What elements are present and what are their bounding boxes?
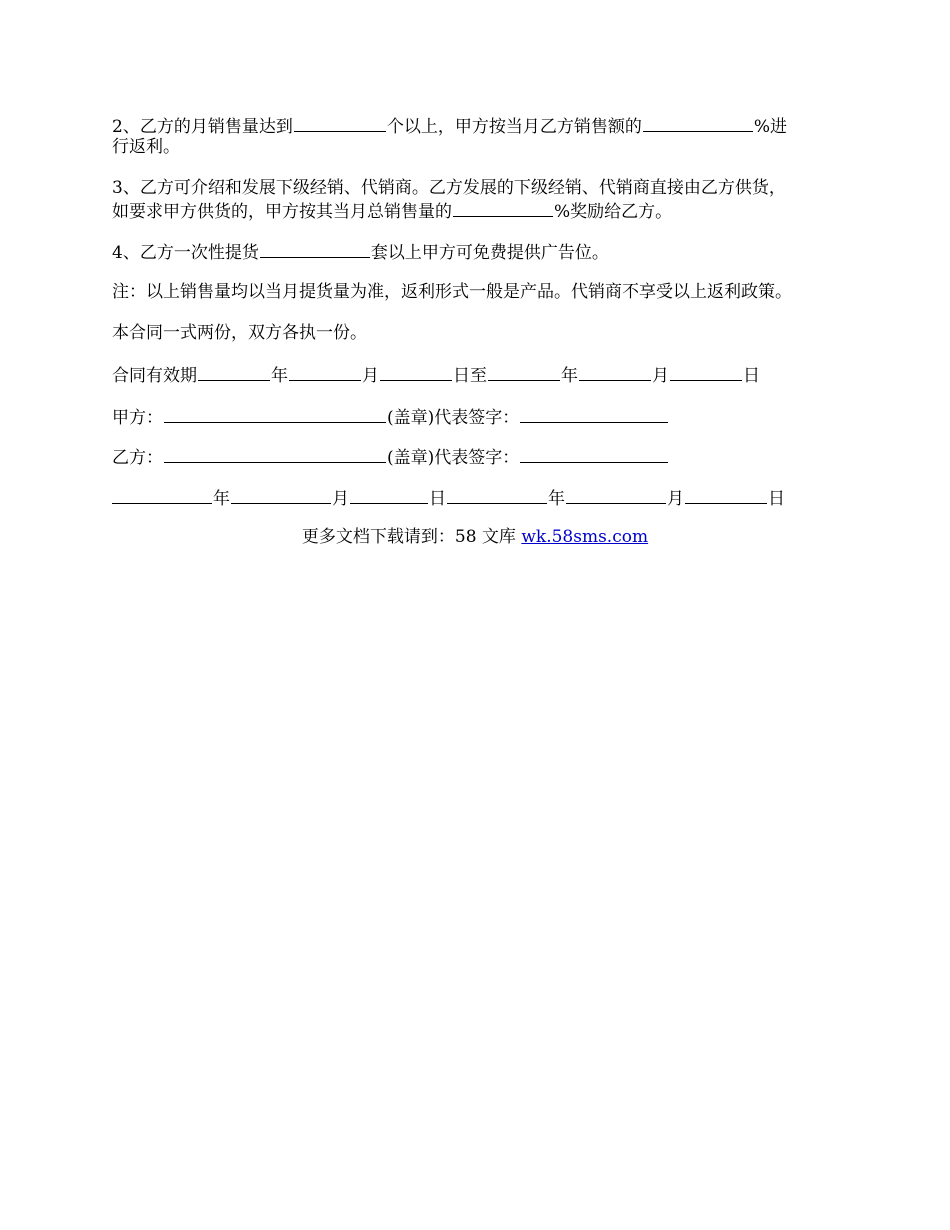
blank-b-month[interactable] xyxy=(566,486,666,504)
month-label: 月 xyxy=(652,366,669,386)
clause-3-line-1 xyxy=(112,177,786,199)
day-label: 日 xyxy=(768,489,785,509)
validity-label: 合同有效期 xyxy=(112,366,197,386)
clause-4-text-b: 套以上甲方可免费提供广告位。 xyxy=(370,243,609,263)
day-label: 日 xyxy=(429,489,446,509)
month-label: 月 xyxy=(667,489,684,509)
footer xyxy=(0,526,950,548)
party-a-line xyxy=(112,405,669,429)
blank-b-day[interactable] xyxy=(685,486,767,504)
year-label: 年 xyxy=(548,489,565,509)
blank-order-sets[interactable] xyxy=(260,240,370,258)
blank-start-month[interactable] xyxy=(289,363,361,381)
blank-b-year[interactable] xyxy=(447,486,547,504)
clause-2-text-b: 个以上，甲方按当月乙方销售额的 xyxy=(386,117,642,137)
clause-3-line-2 xyxy=(112,199,672,223)
party-b-line xyxy=(112,445,669,469)
clause-4 xyxy=(112,240,609,264)
blank-a-year[interactable] xyxy=(112,486,212,504)
blank-reward-percent[interactable] xyxy=(453,199,553,217)
clause-2-text-d: 行返利。 xyxy=(112,137,180,157)
blank-rebate-percent[interactable] xyxy=(643,114,753,132)
clause-2-line-2 xyxy=(112,136,180,158)
month-label: 月 xyxy=(362,366,379,386)
blank-a-month[interactable] xyxy=(231,486,331,504)
year-label: 年 xyxy=(561,366,578,386)
blank-party-a-signature[interactable] xyxy=(520,405,668,423)
blank-party-b-name[interactable] xyxy=(164,445,386,463)
year-label: 年 xyxy=(213,489,230,509)
clause-2-line-1 xyxy=(112,114,787,138)
blank-end-month[interactable] xyxy=(579,363,651,381)
year-label: 年 xyxy=(271,366,288,386)
party-b-label: 乙方： xyxy=(112,448,163,468)
signing-date-line xyxy=(112,486,785,510)
day-label: 日 xyxy=(743,366,760,386)
clause-2-text-c: %进 xyxy=(753,117,787,137)
clause-3-text-c: %奖励给乙方。 xyxy=(554,202,673,222)
copies-text: 本合同一式两份，双方各执一份。 xyxy=(112,323,367,343)
clause-3-text-b: 如要求甲方供货的，甲方按其当月总销售量的 xyxy=(112,202,452,222)
blank-monthly-quantity[interactable] xyxy=(294,114,386,132)
clause-2-text: 2、乙方的月销售量达到 xyxy=(112,117,293,137)
party-b-seal-label: (盖章)代表签字： xyxy=(387,448,520,468)
blank-start-day[interactable] xyxy=(380,363,452,381)
party-a-label: 甲方： xyxy=(112,408,163,428)
note-text: 注：以上销售量均以当月提货量为准，返利形式一般是产品。代销商不享受以上返利政策。 xyxy=(112,282,792,302)
note xyxy=(112,281,792,303)
clause-4-text: 4、乙方一次性提货 xyxy=(112,243,259,263)
day-to-label: 日至 xyxy=(453,366,487,386)
clause-3-text: 3、乙方可介绍和发展下级经销、代销商。乙方发展的下级经销、代销商直接由乙方供货， xyxy=(112,178,786,198)
month-label: 月 xyxy=(332,489,349,509)
validity-line xyxy=(112,363,760,387)
blank-end-year[interactable] xyxy=(488,363,560,381)
blank-party-b-signature[interactable] xyxy=(520,445,668,463)
footer-text: 更多文档下载请到：58 文库 xyxy=(301,527,522,547)
blank-a-day[interactable] xyxy=(350,486,428,504)
blank-end-day[interactable] xyxy=(670,363,742,381)
blank-start-year[interactable] xyxy=(198,363,270,381)
blank-party-a-name[interactable] xyxy=(164,405,386,423)
footer-link[interactable]: wk.58sms.com xyxy=(521,527,649,547)
copies-clause xyxy=(112,322,367,344)
party-a-seal-label: (盖章)代表签字： xyxy=(387,408,520,428)
